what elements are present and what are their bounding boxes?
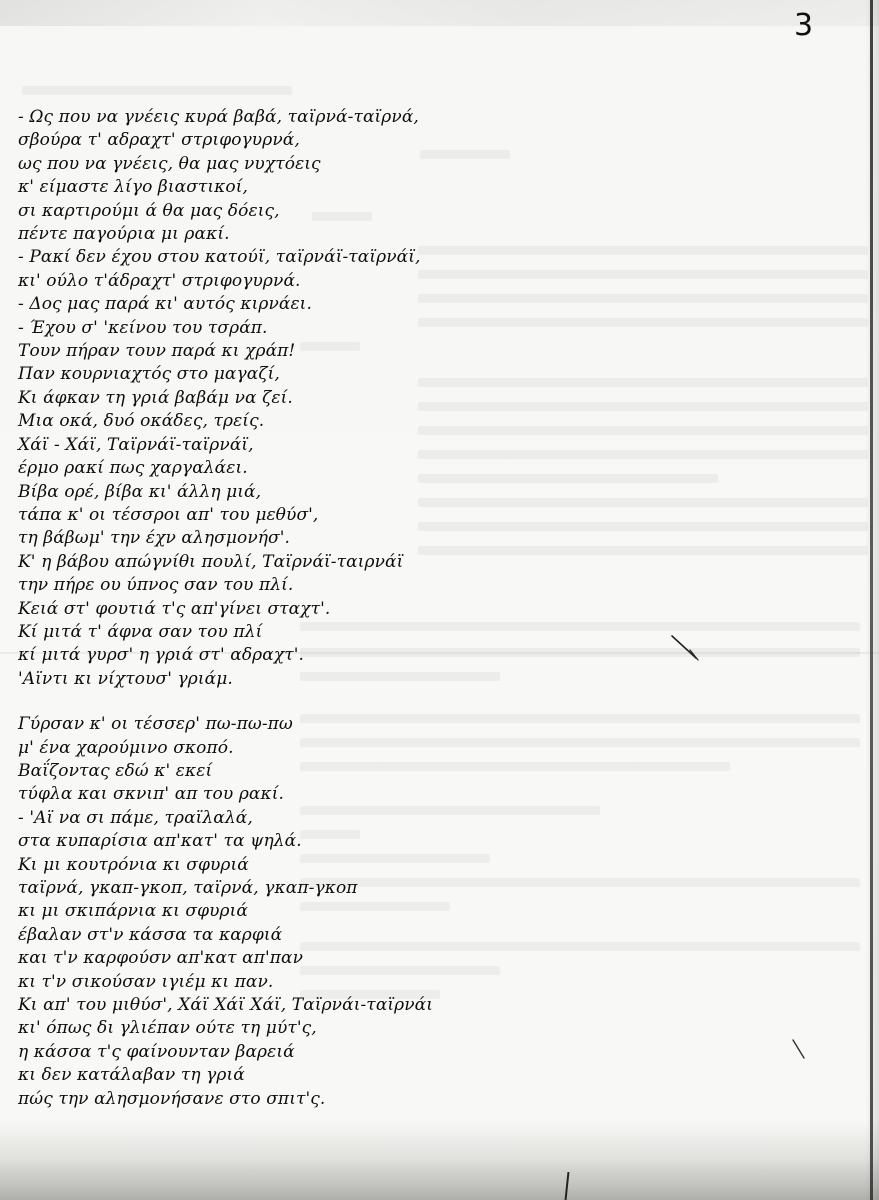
poem-line: κι' όπως δι γλιέπαν ούτε τη μύτ'ς, bbox=[18, 1018, 317, 1039]
poem-line: Μια οκά, δυό οκάδες, τρείς. bbox=[18, 411, 265, 432]
poem-line: πέντε παγούρια μι ρακί. bbox=[18, 224, 230, 245]
poem-line: κ' είμαστε λίγο βιαστικοί, bbox=[18, 177, 249, 198]
poem-line: Κειά στ' φουτιά τ'ς απ'γίνει σταχτ'. bbox=[18, 598, 331, 619]
poem-line: μ' ένα χαρούμινο σκοπό. bbox=[18, 737, 234, 758]
poem-text bbox=[18, 106, 538, 1111]
poem-line: και τ'ν καρφούσν απ'κατ απ'παν bbox=[18, 948, 304, 969]
right-page-edge bbox=[870, 0, 873, 1200]
poem-line: πώς την αλησμονήσανε στο σπιτ'ς. bbox=[18, 1088, 326, 1109]
poem-line: ταϊρνά, γκαπ-γκοπ, ταϊρνά, γκαπ-γκοπ bbox=[18, 878, 358, 898]
poem-line: τη βάβωμ' την έχν αλησμονήσ'. bbox=[18, 528, 291, 549]
poem-line: έρμο ρακί πως χαργαλάει. bbox=[18, 458, 248, 479]
poem-line: Κί μιτά τ' άφνα σαν του πλί bbox=[18, 621, 263, 642]
poem-line: Τουν πήραν τουν παρά κι χράπ! bbox=[18, 341, 296, 362]
poem-line: κί μιτά γυρσ' η γριά στ' αδραχτ'. bbox=[18, 645, 305, 666]
poem-line: σι καρτιρούμι ά θα μας δόεις, bbox=[18, 200, 280, 221]
poem-line: - Δος μας παρά κι' αυτός κιρνάει. bbox=[18, 294, 312, 315]
poem-stanza-1 bbox=[18, 106, 538, 691]
bottom-scan-shadow bbox=[0, 1160, 879, 1200]
pen-stroke-mark bbox=[670, 632, 702, 662]
poem-line: Κι απ' του μιθύσ', Χάϊ Χάϊ Χάϊ, Ταϊρνάι-ταϊρνάι bbox=[18, 995, 434, 1016]
poem-line: στα κυπαρίσια απ'κατ' τα ψηλά. bbox=[18, 831, 302, 852]
poem-line: σβούρα τ' αδραχτ' στριφογυρνά, bbox=[18, 130, 300, 151]
poem-line: Βαΐζοντας εδώ κ' εκεί bbox=[18, 760, 213, 781]
poem-line: η κάσσα τ'ς φαίνουνταν βαρειά bbox=[18, 1041, 295, 1062]
poem-line: - 'Αϊ να σι πάμε, τραϊλαλά, bbox=[18, 807, 253, 828]
poem-line: Χάϊ - Χάϊ, Ταϊρνάϊ-ταϊρνάϊ, bbox=[18, 434, 254, 455]
page-number: 3 bbox=[794, 8, 814, 43]
poem-line: Κι άφκαν τη γριά βαβάμ να ζεί. bbox=[18, 387, 293, 408]
poem-line: έβαλαν στ'ν κάσσα τα καρφιά bbox=[18, 924, 283, 945]
poem-line: - Ως που να γνέεις κυρά βαβά, ταϊρνά-ταϊρνά, bbox=[18, 107, 419, 127]
poem-line: - Ρακί δεν έχου στου κατούϊ, ταϊρνάϊ-ταϊρνάϊ, bbox=[18, 247, 421, 268]
poem-line: Κι μι κουτρόνια κι σφυριά bbox=[18, 854, 249, 875]
poem-line: - Έχου σ' 'κείνου του τσράπ. bbox=[18, 317, 268, 338]
poem-line: Βίβα ορέ, βίβα κι' άλλη μιά, bbox=[18, 481, 262, 502]
pen-stroke-mark-small bbox=[790, 1038, 808, 1062]
poem-line: κι' ούλο τ'άδραχτ' στριφογυρνά. bbox=[18, 270, 301, 291]
poem-line: τάπα κ' οι τέσσροι απ' του μεθύσ', bbox=[18, 504, 319, 525]
poem-line: κι μι σκιπάρνια κι σφυριά bbox=[18, 901, 248, 922]
poem-line: Παν κουρνιαχτός στο μαγαζί, bbox=[18, 364, 280, 385]
poem-line: 'Αϊντι κι νίχτουσ' γριάμ. bbox=[18, 668, 233, 689]
poem-stanza-2 bbox=[18, 713, 538, 1111]
poem-line: ως που να γνέεις, θα μας νυχτόεις bbox=[18, 153, 321, 174]
poem-line: Γύρσαν κ' οι τέσσερ' πω-πω-πω bbox=[18, 714, 293, 735]
poem-line: τύφλα και σκνιπ' απ του ρακί. bbox=[18, 784, 285, 805]
poem-line: την πήρε ου ύπνος σαν του πλί. bbox=[18, 575, 294, 596]
poem-line: κι τ'ν σικούσαν ιγιέμ κι παν. bbox=[18, 971, 274, 992]
poem-line: κι δεν κατάλαβαν τη γριά bbox=[18, 1065, 245, 1086]
poem-line: Κ' η βάβου απώγνίθι πουλί, Ταϊρνάϊ-ταιρνάϊ bbox=[18, 551, 404, 572]
